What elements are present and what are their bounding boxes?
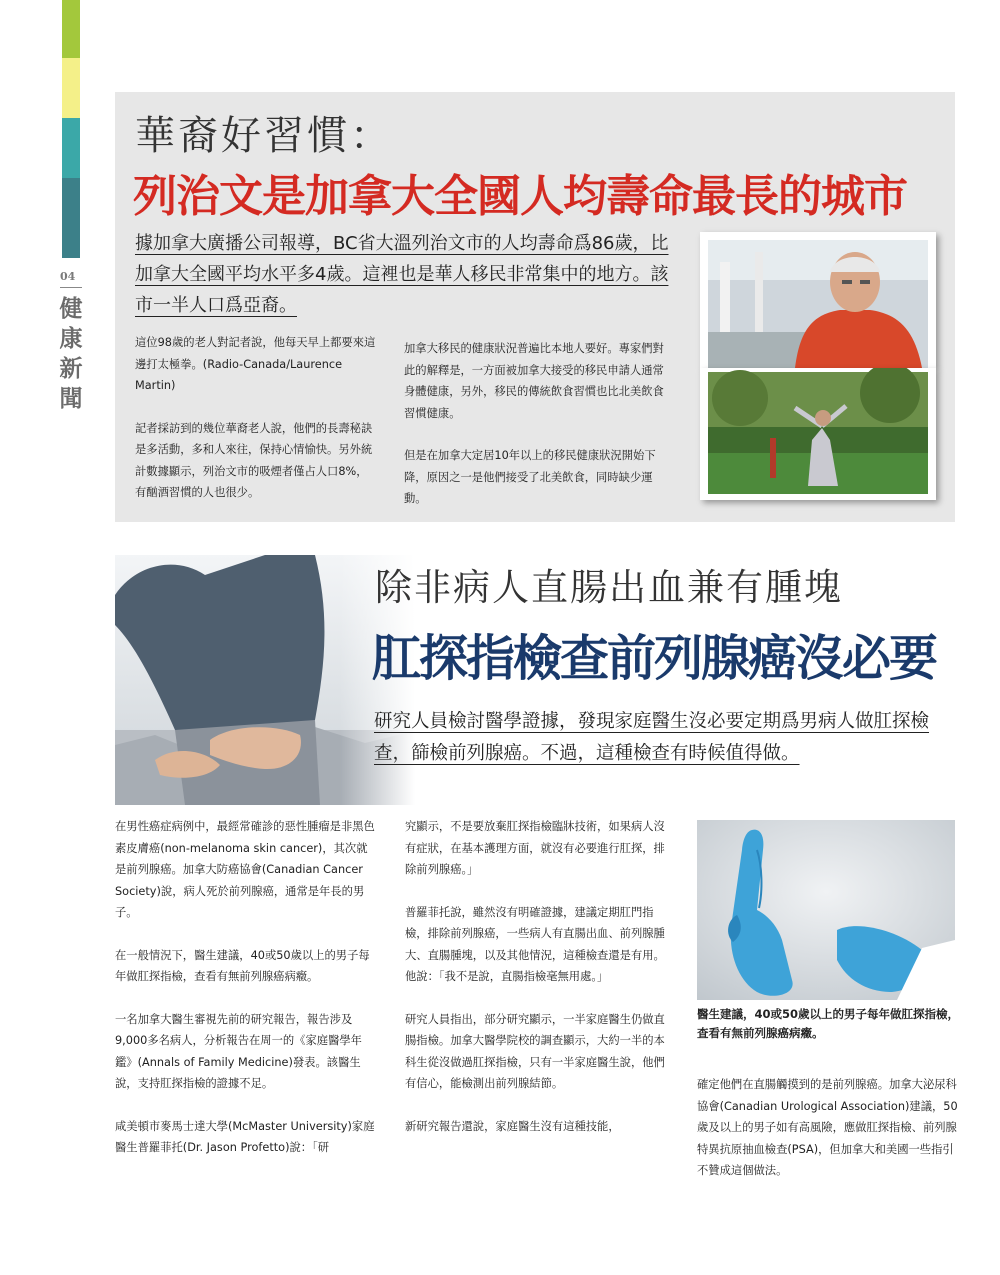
paragraph: 研究人員指出，部分研究顯示，一半家庭醫生仍做直腸指檢。加拿大醫學院校的調查顯示，大約一半的本科生從沒做過肛探指檢，只有一半家庭醫生說，他們有信心，能檢測出前列腺結節。 [405, 1012, 665, 1090]
photo-man-abdomen [115, 555, 415, 805]
photo-caption: 醫生建議，40或50歲以上的男子每年做肛探指檢，查看有無前列腺癌病癥。 [697, 1007, 960, 1040]
article2-lead: 研究人員檢討醫學證據，發現家庭醫生沒必要定期爲男病人做肛探檢查，篩檢前列腺癌。不過，這種檢查有時候值得做。 [374, 711, 930, 764]
article2-column-1 [115, 816, 375, 1180]
tai-chi-image [700, 368, 936, 500]
article1-column-1 [135, 332, 378, 525]
color-bar-darkteal [62, 178, 80, 258]
article2-column-2 [405, 816, 667, 1158]
photo-blue-glove [697, 820, 955, 1000]
paragraph: 在男性癌症病例中，最經常確診的惡性腫瘤是非黑色素皮膚癌(non-melanoma skin cancer)，其次就是前列腺癌。加拿大防癌協會(Canadian Cancer Society)說，病人死於前列腺癌，通常是年長的男子。 [115, 820, 375, 919]
article1-column-2 [404, 338, 666, 531]
paragraph: 確定他們在直腸觸摸到的是前列腺癌。加拿大泌尿科協會(Canadian Urological Association)建議，50歲及以上的男子如有高風險，應做肛探指檢、前列腺特異抗原抽血檢查(PSA)，但加拿大和美國一些指引不贊成這個做法。 [697, 1078, 958, 1177]
article2-kicker: 除非病人直腸出血兼有腫塊 [375, 566, 843, 609]
color-bar-yellow [62, 58, 80, 118]
photo-tai-chi [700, 368, 936, 500]
paragraph: 咸美頓市麥馬士達大學(McMaster University)家庭醫生普羅菲托(Dr. Jason Profetto)說：「研 [115, 1119, 375, 1154]
paragraph: 記者採訪到的幾位華裔老人說，他們的長壽秘訣是多活動，多和人來往，保持心情愉快。另外統計數據顯示，列治文市的吸煙者僅占人口8%，有酗酒習慣的人也很少。 [135, 421, 373, 499]
paragraph: 一名加拿大醫生審視先前的研究報告，報告涉及9,000多名病人，分析報告在周一的《家庭醫學年鑑》(Annals of Family Medicine)發表。該醫生說，支持肛探指檢的證據不足。 [115, 1012, 362, 1090]
section-title: 健康新聞 [59, 295, 83, 412]
article2-headline: 肛探指檢查前列腺癌沒必要 [372, 629, 937, 687]
photo-elder-portrait [700, 232, 936, 368]
paragraph: 普羅菲托說，雖然沒有明確證據，建議定期肛門指檢，排除前列腺癌，一些病人有直腸出血、前列腺腫大、直腸腫塊，以及其他情況，這種檢查還是有用。他說：「我不是說，直腸指檢毫無用處。」 [405, 905, 665, 983]
article1-kicker: 華裔好習慣： [135, 113, 393, 159]
side-divider [60, 287, 82, 288]
color-bar-teal [62, 118, 80, 178]
elder-portrait-image [700, 232, 936, 368]
article2-column-3 [697, 1074, 959, 1203]
page-number: 04 [60, 270, 76, 283]
man-abdomen-image [115, 555, 415, 805]
paragraph: 加拿大移民的健康狀況普遍比本地人要好。專家們對此的解釋是，一方面被加拿大接受的移民申請人通常身體健康，另外，移民的傳統飲食習慣也比北美飲食習慣健康。 [404, 342, 664, 420]
article1-headline: 列治文是加拿大全國人均壽命最長的城市 [133, 171, 907, 222]
paragraph: 這位98歲的老人對記者說，他每天早上都要來這邊打太極拳。(Radio-Canada/Laurence Martin) [135, 336, 376, 392]
paragraph: 究顯示，不是要放棄肛探指檢臨牀技術，如果病人沒有症狀，在基本護理方面，就沒有必要進行肛探，排除前列腺癌。」 [405, 820, 665, 876]
article1-lead: 據加拿大廣播公司報導，BC省大溫列治文市的人均壽命爲86歲，比加拿大全國平均水平多4歲。這裡也是華人移民非常集中的地方。該市一半人口爲亞裔。 [135, 233, 669, 316]
paragraph: 但是在加拿大定居10年以上的移民健康狀況開始下降，原因之一是他們接受了北美飲食，同時缺少運動。 [404, 449, 656, 505]
paragraph: 新研究報告還說，家庭醫生沒有這種技能， [405, 1119, 620, 1133]
color-bar-green [62, 0, 80, 58]
paragraph: 在一般情況下，醫生建議，40或50歲以上的男子每年做肛探指檢，查看有無前列腺癌病癥。 [115, 948, 370, 983]
blue-glove-image [697, 820, 955, 1000]
